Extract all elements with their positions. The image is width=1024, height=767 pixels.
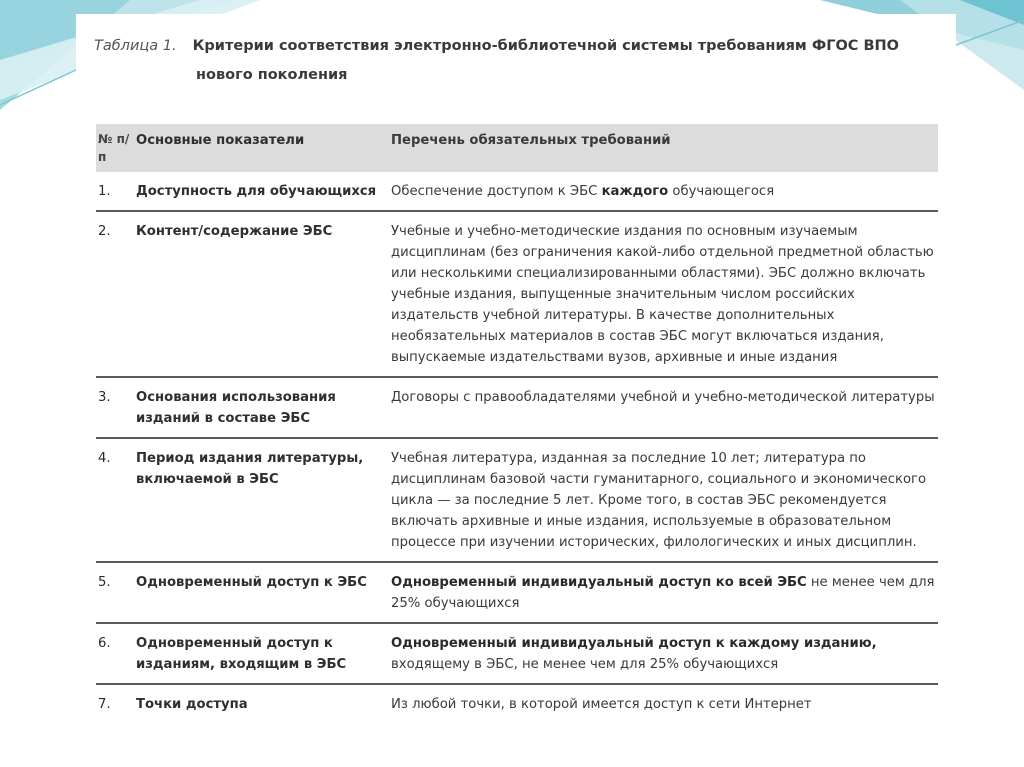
row-requirements bbox=[391, 623, 938, 684]
header-indicator: Основные показатели bbox=[136, 133, 305, 148]
header-num: № п/п bbox=[98, 132, 130, 164]
row-num: 3. bbox=[98, 390, 111, 405]
table-row bbox=[96, 172, 938, 211]
row-requirements bbox=[391, 562, 938, 623]
row-requirements bbox=[391, 172, 938, 211]
row-requirements bbox=[391, 211, 938, 377]
table-title-line2: нового поколения bbox=[196, 67, 348, 83]
req-text: Договоры с правообладателями учебной и учебно-методической литературы bbox=[391, 390, 935, 405]
row-indicator: Период издания литературы, включаемой в ЭБС bbox=[136, 451, 364, 487]
row-indicator: Основания использования изданий в составе ЭБС bbox=[136, 390, 336, 426]
row-indicator: Контент/содержание ЭБС bbox=[136, 224, 333, 239]
row-indicator: Одновременный доступ к изданиям, входящим в ЭБС bbox=[136, 636, 347, 672]
row-indicator: Доступность для обучающихся bbox=[136, 184, 377, 199]
row-num: 7. bbox=[98, 697, 111, 712]
row-requirements bbox=[391, 684, 938, 723]
table-number: Таблица 1. bbox=[94, 38, 177, 54]
req-text: Учебные и учебно-методические издания по основным изучаемым дисциплинам (без ограничения какой-либо отдельной предметной областью или несколькими специализированными областями). ЭБС должно включать учебные издания, выпущенные значительным числом российских издательств учебной литературы. В качестве дополнительных необязательных материалов в состав ЭБС могут включаться издания, выпускаемые издательствами вузов, архивные и иные издания bbox=[391, 224, 934, 365]
document-page bbox=[76, 14, 956, 754]
header-requirements: Перечень обязательных требований bbox=[391, 133, 671, 148]
table-header-row bbox=[96, 124, 938, 172]
req-text-bold: каждого bbox=[601, 184, 669, 199]
table-row bbox=[96, 211, 938, 377]
req-text: Из любой точки, в которой имеется доступ к сети Интернет bbox=[391, 697, 812, 712]
row-indicator: Одновременный доступ к ЭБС bbox=[136, 575, 367, 590]
row-num: 2. bbox=[98, 224, 111, 239]
req-text-tail: входящему в ЭБС, не менее чем для 25% обучающихся bbox=[391, 657, 779, 672]
table-row bbox=[96, 623, 938, 684]
req-text: Учебная литература, изданная за последние 10 лет; литература по дисциплинам базовой части гуманитарного, социального и экономического цикла — за последние 5 лет. Кроме того, в состав ЭБС рекомендуется включать архивные и иные издания, используемые в образовательном процессе при изучении исторических, филологических и иных дисциплин. bbox=[391, 451, 927, 550]
table-title-line1: Критерии соответствия электронно-библиотечной системы требованиям ФГОС ВПО bbox=[192, 38, 899, 54]
row-requirements bbox=[391, 438, 938, 562]
req-text-bold: Одновременный индивидуальный доступ к каждому изданию, bbox=[391, 636, 877, 651]
table-row bbox=[96, 684, 938, 723]
table-row bbox=[96, 562, 938, 623]
row-num: 5. bbox=[98, 575, 111, 590]
req-text-tail: не менее чем для 25% обучающихся bbox=[391, 575, 935, 611]
table-row bbox=[96, 438, 938, 562]
row-indicator: Точки доступа bbox=[136, 697, 248, 712]
req-text-bold: Одновременный индивидуальный доступ ко всей ЭБС bbox=[391, 575, 807, 590]
req-text: Обеспечение доступом к ЭБС bbox=[391, 184, 602, 199]
row-num: 1. bbox=[98, 184, 111, 199]
row-num: 4. bbox=[98, 451, 111, 466]
req-text-tail: обучающегося bbox=[668, 184, 775, 199]
criteria-table bbox=[96, 124, 938, 723]
row-num: 6. bbox=[98, 636, 111, 651]
table-row bbox=[96, 377, 938, 438]
table-caption bbox=[94, 32, 934, 90]
row-requirements bbox=[391, 377, 938, 438]
